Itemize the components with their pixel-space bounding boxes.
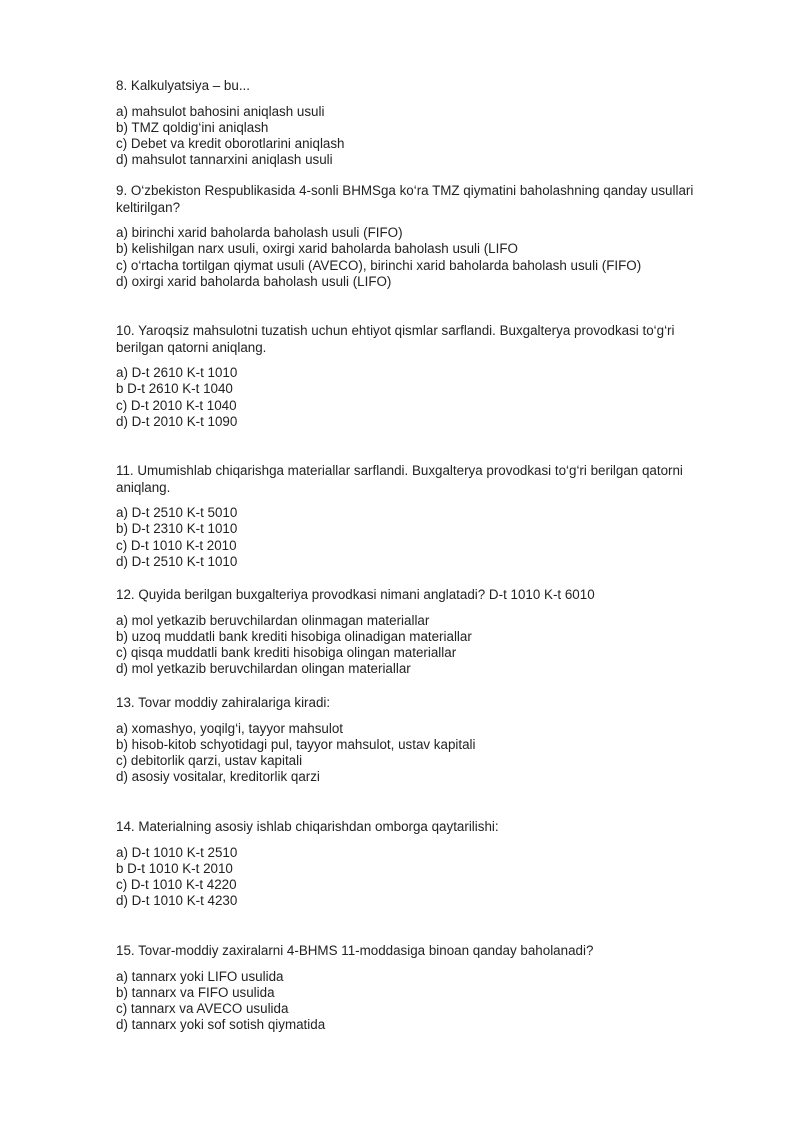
option-a: a) xomashyo, yoqilg‘i, tayyor mahsulot: [116, 720, 343, 736]
option-b: b) TMZ qoldig‘ini aniqlash: [116, 119, 269, 135]
option-c: c) o‘rtacha tortilgan qiymat usuli (AVECO), birinchi xarid baholarda baholash usuli (FIFO): [116, 257, 642, 273]
question-9: [116, 183, 716, 290]
question-11: [116, 463, 716, 570]
option-b: b D-t 2610 K-t 1040: [116, 381, 233, 397]
option-d: d) asosiy vositalar, kreditorlik qarzi: [116, 769, 320, 785]
question-text: 14. Materialning asosiy ishlab chiqarishdan omborga qaytarilishi:: [116, 819, 499, 834]
option-b: b) uzoq muddatli bank krediti hisobiga olinadigan materiallar: [116, 628, 472, 644]
question-10: [116, 323, 716, 430]
option-d: d) oxirgi xarid baholarda baholash usuli (LIFO): [116, 273, 392, 289]
option-b: b D-t 1010 K-t 2010: [116, 860, 233, 876]
question-15: [116, 943, 716, 1034]
option-d: d) D-t 2510 K-t 1010: [116, 553, 238, 569]
option-d: d) mol yetkazib beruvchilardan olingan materiallar: [116, 661, 411, 677]
option-a: a) mol yetkazib beruvchilardan olinmagan materiallar: [116, 612, 430, 628]
answer-options: [116, 845, 716, 910]
option-c: c) qisqa muddatli bank krediti hisobiga olingan materiallar: [116, 645, 457, 661]
option-d: d) mahsulot tannarxini aniqlash usuli: [116, 152, 333, 168]
answer-options: [116, 104, 716, 169]
question-text: 9. O‘zbekiston Respublikasida 4-sonli BHMSga ko‘ra TMZ qiymatini baholashning qanday usullari keltirilgan?: [116, 183, 694, 215]
option-b: b) hisob-kitob schyotidagi pul, tayyor mahsulot, ustav kapitali: [116, 736, 476, 752]
question-text: 8. Kalkulyatsiya – bu...: [116, 78, 250, 93]
question-14: [116, 819, 716, 910]
question-text: 11. Umumishlab chiqarishga materiallar sarflandi. Buxgalterya provodkasi to‘g‘ri berilgan qatorni aniqlang.: [116, 463, 683, 495]
question-text: 15. Tovar-moddiy zaxiralarni 4-BHMS 11-moddasiga binoan qanday baholanadi?: [116, 943, 594, 958]
option-a: a) D-t 1010 K-t 2510: [116, 844, 238, 860]
question-12: [116, 587, 716, 678]
answer-options: [116, 505, 716, 570]
option-c: c) tannarx va AVECO usulida: [116, 1001, 289, 1017]
answer-options: [116, 225, 716, 290]
option-a: a) birinchi xarid baholarda baholash usuli (FIFO): [116, 225, 403, 240]
option-c: c) D-t 1010 K-t 4220: [116, 877, 237, 893]
option-c: c) D-t 2010 K-t 1040: [116, 397, 237, 413]
option-b: b) kelishilgan narx usuli, oxirgi xarid baholarda baholash usuli (LIFO: [116, 241, 518, 257]
option-a: a) mahsulot bahosini aniqlash usuli: [116, 103, 325, 119]
option-b: b) D-t 2310 K-t 1010: [116, 521, 238, 537]
question-8: [116, 78, 716, 169]
answer-options: [116, 721, 716, 786]
question-text: 10. Yaroqsiz mahsulotni tuzatish uchun ehtiyot qismlar sarflandi. Buxgalterya provodkasi to‘g‘ri berilgan qatorni aniqlang.: [116, 323, 675, 355]
option-c: c) Debet va kredit oborotlarini aniqlash: [116, 136, 345, 152]
answer-options: [116, 969, 716, 1034]
answer-options: [116, 365, 716, 430]
option-a: a) D-t 2610 K-t 1010: [116, 365, 238, 380]
answer-options: [116, 613, 716, 678]
option-a: a) D-t 2510 K-t 5010: [116, 505, 238, 520]
question-text: 12. Quyida berilgan buxgalteriya provodkasi nimani anglatadi? D-t 1010 K-t 6010: [116, 587, 595, 602]
option-c: c) D-t 1010 K-t 2010: [116, 537, 237, 553]
option-d: d) tannarx yoki sof sotish qiymatida: [116, 1017, 326, 1033]
option-a: a) tannarx yoki LIFO usulida: [116, 968, 284, 984]
option-b: b) tannarx va FIFO usulida: [116, 984, 275, 1000]
question-13: [116, 695, 716, 786]
option-d: d) D-t 2010 K-t 1090: [116, 413, 238, 429]
option-c: c) debitorlik qarzi, ustav kapitali: [116, 753, 303, 769]
option-d: d) D-t 1010 K-t 4230: [116, 893, 238, 909]
question-text: 13. Tovar moddiy zahiralariga kiradi:: [116, 695, 331, 710]
